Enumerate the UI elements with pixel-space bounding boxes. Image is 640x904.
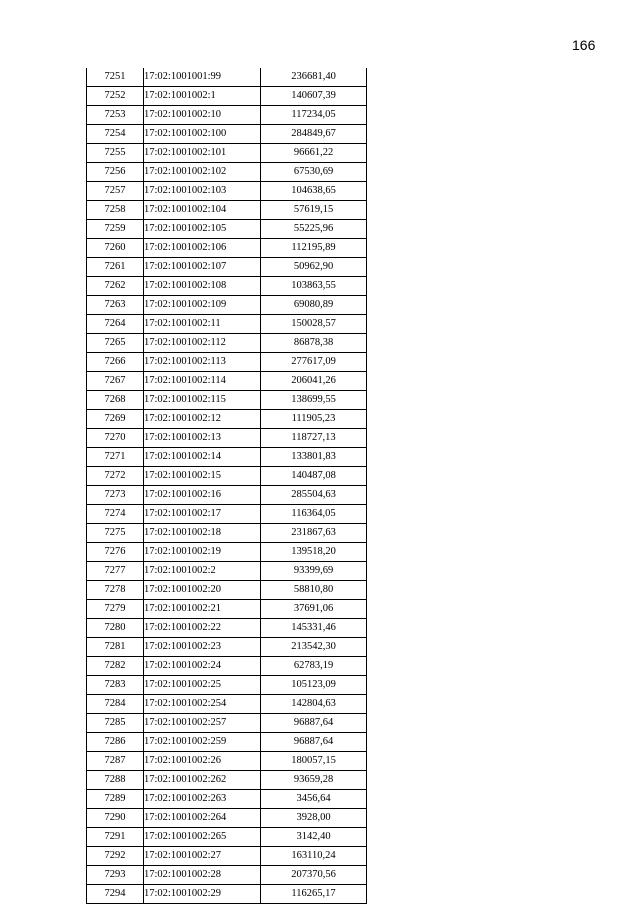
- cadastral-value-cell: 67530,69: [261, 163, 367, 182]
- row-number-cell: 7287: [87, 752, 144, 771]
- cadastral-number-cell: 17:02:1001002:2: [144, 562, 261, 581]
- cadastral-number-cell: 17:02:1001002:12: [144, 410, 261, 429]
- row-number-cell: 7256: [87, 163, 144, 182]
- row-number-cell: 7262: [87, 277, 144, 296]
- cadastral-value-cell: 3456,64: [261, 790, 367, 809]
- cadastral-number-cell: 17:02:1001002:25: [144, 676, 261, 695]
- cadastral-value-cell: 96887,64: [261, 733, 367, 752]
- table-row: [87, 220, 367, 239]
- cadastral-number-cell: 17:02:1001002:10: [144, 106, 261, 125]
- table-row: [87, 315, 367, 334]
- cadastral-number-cell: 17:02:1001002:112: [144, 334, 261, 353]
- row-number-cell: 7294: [87, 885, 144, 904]
- table-row: [87, 847, 367, 866]
- cadastral-number-cell: 17:02:1001002:100: [144, 125, 261, 144]
- cadastral-value-cell: 206041,26: [261, 372, 367, 391]
- cadastral-number-cell: 17:02:1001002:113: [144, 353, 261, 372]
- cadastral-value-cell: 105123,09: [261, 676, 367, 695]
- cadastral-value-cell: 93659,28: [261, 771, 367, 790]
- table-row: [87, 752, 367, 771]
- row-number-cell: 7284: [87, 695, 144, 714]
- cadastral-value-cell: 140487,08: [261, 467, 367, 486]
- cadastral-number-cell: 17:02:1001002:11: [144, 315, 261, 334]
- table-row: [87, 676, 367, 695]
- row-number-cell: 7273: [87, 486, 144, 505]
- table-row: [87, 334, 367, 353]
- cadastral-value-cell: 58810,80: [261, 581, 367, 600]
- cadastral-value-cell: 3142,40: [261, 828, 367, 847]
- row-number-cell: 7292: [87, 847, 144, 866]
- table-row: [87, 429, 367, 448]
- cadastral-value-cell: 142804,63: [261, 695, 367, 714]
- cadastral-number-cell: 17:02:1001002:263: [144, 790, 261, 809]
- row-number-cell: 7293: [87, 866, 144, 885]
- row-number-cell: 7254: [87, 125, 144, 144]
- cadastral-number-cell: 17:02:1001002:106: [144, 239, 261, 258]
- cadastral-number-cell: 17:02:1001002:107: [144, 258, 261, 277]
- row-number-cell: 7281: [87, 638, 144, 657]
- table-row: [87, 733, 367, 752]
- cadastral-number-cell: 17:02:1001002:101: [144, 144, 261, 163]
- table-row: [87, 581, 367, 600]
- cadastral-value-cell: 93399,69: [261, 562, 367, 581]
- cadastral-number-cell: 17:02:1001002:257: [144, 714, 261, 733]
- cadastral-value-cell: 50962,90: [261, 258, 367, 277]
- row-number-cell: 7286: [87, 733, 144, 752]
- row-number-cell: 7259: [87, 220, 144, 239]
- table-row: [87, 296, 367, 315]
- table-row: [87, 790, 367, 809]
- cadastral-value-cell: 3928,00: [261, 809, 367, 828]
- table-row: [87, 87, 367, 106]
- table-row: [87, 467, 367, 486]
- table-row: [87, 68, 367, 87]
- cadastral-number-cell: 17:02:1001002:109: [144, 296, 261, 315]
- row-number-cell: 7270: [87, 429, 144, 448]
- table-row: [87, 258, 367, 277]
- table-row: [87, 657, 367, 676]
- cadastral-number-cell: 17:02:1001002:26: [144, 752, 261, 771]
- cadastral-number-cell: 17:02:1001002:104: [144, 201, 261, 220]
- table-row: [87, 771, 367, 790]
- cadastral-value-cell: 145331,46: [261, 619, 367, 638]
- table-row: [87, 410, 367, 429]
- cadastral-value-cell: 133801,83: [261, 448, 367, 467]
- table-row: [87, 106, 367, 125]
- table-row: [87, 600, 367, 619]
- table-row: [87, 239, 367, 258]
- cadastral-value-cell: 96661,22: [261, 144, 367, 163]
- table-row: [87, 391, 367, 410]
- table-row: [87, 182, 367, 201]
- row-number-cell: 7267: [87, 372, 144, 391]
- cadastral-number-cell: 17:02:1001002:1: [144, 87, 261, 106]
- cadastral-number-cell: 17:02:1001002:265: [144, 828, 261, 847]
- row-number-cell: 7266: [87, 353, 144, 372]
- cadastral-number-cell: 17:02:1001002:21: [144, 600, 261, 619]
- row-number-cell: 7257: [87, 182, 144, 201]
- table-row: [87, 353, 367, 372]
- cadastral-number-cell: 17:02:1001002:16: [144, 486, 261, 505]
- table-row: [87, 144, 367, 163]
- cadastral-value-cell: 284849,67: [261, 125, 367, 144]
- row-number-cell: 7251: [87, 68, 144, 87]
- cadastral-number-cell: 17:02:1001002:28: [144, 866, 261, 885]
- cadastral-value-cell: 116364,05: [261, 505, 367, 524]
- row-number-cell: 7291: [87, 828, 144, 847]
- row-number-cell: 7278: [87, 581, 144, 600]
- table-row: [87, 277, 367, 296]
- cadastral-number-cell: 17:02:1001002:14: [144, 448, 261, 467]
- table-row: [87, 562, 367, 581]
- cadastral-value-cell: 140607,39: [261, 87, 367, 106]
- cadastral-value-cell: 207370,56: [261, 866, 367, 885]
- cadastral-value-cell: 163110,24: [261, 847, 367, 866]
- table-row: [87, 524, 367, 543]
- table-row: [87, 486, 367, 505]
- cadastral-value-cell: 37691,06: [261, 600, 367, 619]
- page-number: 166: [572, 37, 596, 53]
- cadastral-value-cell: 112195,89: [261, 239, 367, 258]
- row-number-cell: 7265: [87, 334, 144, 353]
- cadastral-number-cell: 17:02:1001002:19: [144, 543, 261, 562]
- cadastral-number-cell: 17:02:1001002:114: [144, 372, 261, 391]
- table-row: [87, 448, 367, 467]
- cadastral-value-cell: 150028,57: [261, 315, 367, 334]
- row-number-cell: 7280: [87, 619, 144, 638]
- cadastral-number-cell: 17:02:1001002:103: [144, 182, 261, 201]
- cadastral-value-cell: 86878,38: [261, 334, 367, 353]
- cadastral-number-cell: 17:02:1001002:23: [144, 638, 261, 657]
- row-number-cell: 7264: [87, 315, 144, 334]
- table-row: [87, 372, 367, 391]
- cadastral-number-cell: 17:02:1001002:13: [144, 429, 261, 448]
- table-row: [87, 543, 367, 562]
- table-row: [87, 866, 367, 885]
- row-number-cell: 7283: [87, 676, 144, 695]
- table-row: [87, 809, 367, 828]
- row-number-cell: 7268: [87, 391, 144, 410]
- row-number-cell: 7277: [87, 562, 144, 581]
- cadastral-number-cell: 17:02:1001002:264: [144, 809, 261, 828]
- cadastral-number-cell: 17:02:1001002:259: [144, 733, 261, 752]
- row-number-cell: 7252: [87, 87, 144, 106]
- cadastral-value-cell: 138699,55: [261, 391, 367, 410]
- cadastral-value-table: [86, 68, 367, 904]
- row-number-cell: 7285: [87, 714, 144, 733]
- table-row: [87, 619, 367, 638]
- cadastral-value-cell: 55225,96: [261, 220, 367, 239]
- row-number-cell: 7269: [87, 410, 144, 429]
- row-number-cell: 7289: [87, 790, 144, 809]
- row-number-cell: 7258: [87, 201, 144, 220]
- table-row: [87, 695, 367, 714]
- row-number-cell: 7272: [87, 467, 144, 486]
- row-number-cell: 7274: [87, 505, 144, 524]
- table-row: [87, 125, 367, 144]
- row-number-cell: 7253: [87, 106, 144, 125]
- cadastral-number-cell: 17:02:1001002:20: [144, 581, 261, 600]
- cadastral-value-cell: 103863,55: [261, 277, 367, 296]
- cadastral-value-cell: 69080,89: [261, 296, 367, 315]
- row-number-cell: 7282: [87, 657, 144, 676]
- row-number-cell: 7260: [87, 239, 144, 258]
- cadastral-number-cell: 17:02:1001002:22: [144, 619, 261, 638]
- cadastral-value-cell: 231867,63: [261, 524, 367, 543]
- cadastral-number-cell: 17:02:1001002:115: [144, 391, 261, 410]
- cadastral-number-cell: 17:02:1001002:102: [144, 163, 261, 182]
- cadastral-value-cell: 117234,05: [261, 106, 367, 125]
- cadastral-number-cell: 17:02:1001001:99: [144, 68, 261, 87]
- row-number-cell: 7271: [87, 448, 144, 467]
- cadastral-number-cell: 17:02:1001002:105: [144, 220, 261, 239]
- row-number-cell: 7263: [87, 296, 144, 315]
- table-row: [87, 638, 367, 657]
- cadastral-number-cell: 17:02:1001002:29: [144, 885, 261, 904]
- row-number-cell: 7261: [87, 258, 144, 277]
- table-row: [87, 828, 367, 847]
- cadastral-value-cell: 285504,63: [261, 486, 367, 505]
- row-number-cell: 7275: [87, 524, 144, 543]
- cadastral-number-cell: 17:02:1001002:108: [144, 277, 261, 296]
- table-row: [87, 714, 367, 733]
- row-number-cell: 7288: [87, 771, 144, 790]
- cadastral-value-cell: 104638,65: [261, 182, 367, 201]
- cadastral-number-cell: 17:02:1001002:254: [144, 695, 261, 714]
- table-row: [87, 885, 367, 904]
- cadastral-number-cell: 17:02:1001002:262: [144, 771, 261, 790]
- row-number-cell: 7290: [87, 809, 144, 828]
- cadastral-value-cell: 180057,15: [261, 752, 367, 771]
- cadastral-number-cell: 17:02:1001002:17: [144, 505, 261, 524]
- cadastral-value-cell: 116265,17: [261, 885, 367, 904]
- table-body: [87, 68, 367, 904]
- row-number-cell: 7276: [87, 543, 144, 562]
- row-number-cell: 7279: [87, 600, 144, 619]
- cadastral-value-cell: 236681,40: [261, 68, 367, 87]
- table-row: [87, 505, 367, 524]
- cadastral-value-cell: 62783,19: [261, 657, 367, 676]
- table-row: [87, 163, 367, 182]
- cadastral-number-cell: 17:02:1001002:18: [144, 524, 261, 543]
- cadastral-value-cell: 139518,20: [261, 543, 367, 562]
- cadastral-number-cell: 17:02:1001002:27: [144, 847, 261, 866]
- cadastral-value-cell: 277617,09: [261, 353, 367, 372]
- cadastral-number-cell: 17:02:1001002:15: [144, 467, 261, 486]
- cadastral-value-cell: 96887,64: [261, 714, 367, 733]
- cadastral-value-cell: 57619,15: [261, 201, 367, 220]
- table-row: [87, 201, 367, 220]
- row-number-cell: 7255: [87, 144, 144, 163]
- cadastral-value-cell: 111905,23: [261, 410, 367, 429]
- cadastral-value-cell: 213542,30: [261, 638, 367, 657]
- cadastral-number-cell: 17:02:1001002:24: [144, 657, 261, 676]
- cadastral-value-cell: 118727,13: [261, 429, 367, 448]
